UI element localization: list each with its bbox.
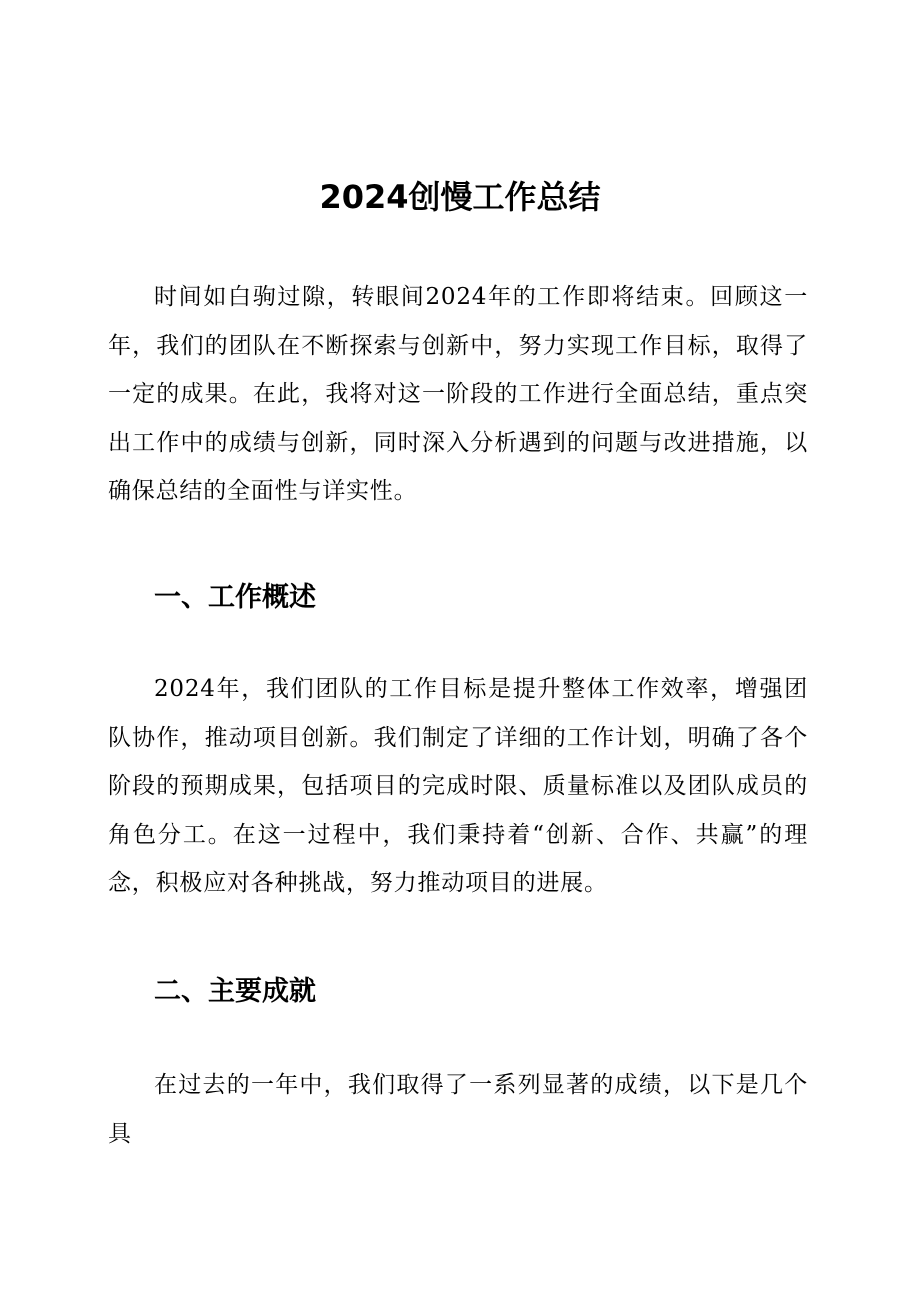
document-title: 2024创慢工作总结 [319,178,601,216]
section-heading-achievements: 二、主要成就 [154,976,316,1007]
section-heading-overview: 一、工作概述 [154,582,316,613]
overview-paragraph: 2024年，我们团队的工作目标是提升整体工作效率，增强团队协作，推动项目创新。我们制定了详细的工作计划，明确了各个阶段的预期成果，包括项目的完成时限、质量标准以及团队成员的角色分工。在这一过程中，我们秉持着“创新、合作、共赢”的理念，积极应对各种挑战，努力推动项目的进展。 [108,676,808,896]
intro-paragraph: 时间如白驹过隙，转眼间2024年的工作即将结束。回顾这一年，我们的团队在不断探索与创新中，努力实现工作目标，取得了一定的成果。在此，我将对这一阶段的工作进行全面总结，重点突出工作中的成绩与创新，同时深入分析遇到的问题与改进措施，以确保总结的全面性与详实性。 [108,284,808,504]
achievements-paragraph: 在过去的一年中，我们取得了一系列显著的成绩，以下是几个具 [108,1072,808,1147]
